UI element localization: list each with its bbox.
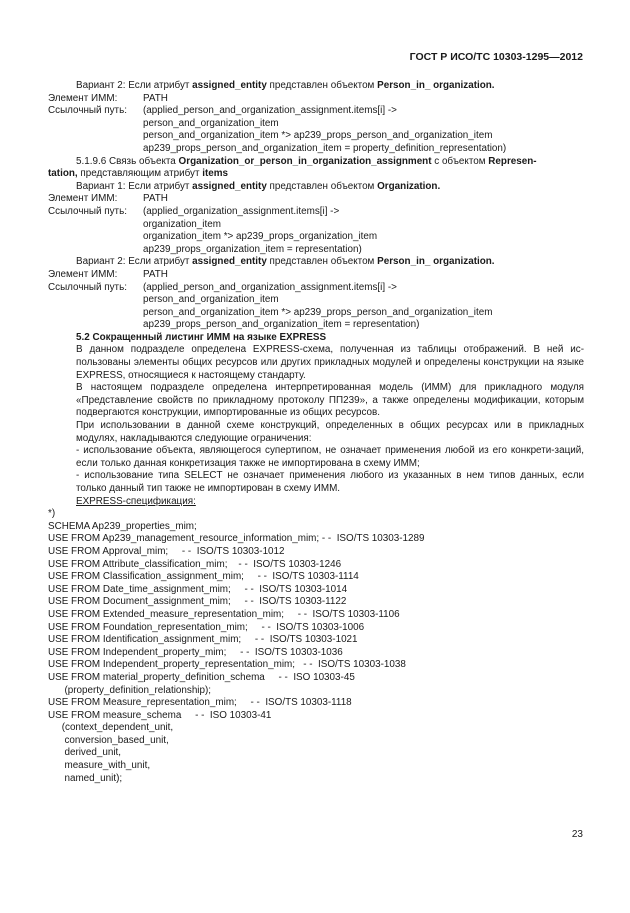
code-line: USE FROM Independent_property_mim; - - ISO/TS 10303-1036 [48, 646, 343, 658]
spec-label [48, 496, 584, 509]
path-line: ap239_props_person_and_organization_item = representation) [143, 319, 420, 331]
variant-attr: assigned_entity [192, 80, 267, 91]
code-line: USE FROM Measure_representation_mim; - - ISO/TS 10303-1118 [48, 697, 352, 709]
variant-text: представлен объектом [266, 180, 378, 192]
elem-value: PATH [143, 92, 168, 104]
code-line: derived_unit, [48, 747, 122, 759]
spec-label-text: EXPRESS-спецификация: [76, 495, 196, 507]
code-line: USE FROM Attribute_classification_mim; - - ISO/TS 10303-1246 [48, 558, 342, 570]
section-entity: Represen- [488, 155, 537, 167]
path-line: ap239_props_organization_item = representation) [143, 243, 362, 255]
elem-row [48, 93, 584, 106]
path-label: Ссылочный путь: [48, 105, 127, 117]
code-line: USE FROM Foundation_representation_mim; - - ISO/TS 10303-1006 [48, 621, 365, 633]
code-line: USE FROM Independent_property_representation_mim; - - ISO/TS 10303-1038 [48, 659, 406, 671]
code-line: USE FROM Extended_measure_representation_mim; - - ISO/TS 10303-1106 [48, 608, 400, 620]
bullet-item: - использование объекта, являющегося супертипом, не означает применения любой из его конкрети-заций, если только данная конкретизация также не импортирована в схему ИММ; [76, 445, 584, 469]
variant-line [48, 256, 584, 269]
path-line: person_and_organization_item [143, 294, 279, 306]
code-line: named_unit); [48, 772, 123, 784]
section-5196-line1 [48, 156, 584, 169]
code-line: conversion_based_unit, [48, 734, 169, 746]
code-line: USE FROM Document_assignment_mim; - - ISO/TS 10303-1122 [48, 596, 347, 608]
path-line: organization_item [143, 218, 221, 230]
page-header: ГОСТ Р ИСО/ТС 10303-1295—2012 [409, 51, 583, 63]
elem-label: Элемент ИММ: [48, 193, 118, 205]
variant-line [48, 80, 584, 93]
code-line: (property_definition_relationship); [48, 684, 212, 696]
code-line: USE FROM Identification_assignment_mim; - - ISO/TS 10303-1021 [48, 634, 358, 646]
section-number: 5.1.9.6 Связь объекта [76, 155, 179, 167]
path-line: (applied_organization_assignment.items[i] -> [143, 205, 340, 217]
path-line: person_and_organization_item *> ap239_props_person_and_organization_item [143, 130, 493, 142]
path-line: (applied_person_and_organization_assignment.items[i] -> [143, 105, 397, 117]
path-row [48, 206, 584, 219]
elem-row [48, 193, 584, 206]
path-line: person_and_organization_item *> ap239_props_person_and_organization_item [143, 306, 493, 318]
section-entity: tation, [48, 168, 78, 180]
variant-attr: assigned_entity [192, 256, 267, 268]
path-line: (applied_person_and_organization_assignment.items[i] -> [143, 281, 397, 293]
code-line: SCHEMA Ap239_properties_mim; [48, 520, 197, 532]
variant-text: Вариант 1: Если атрибут [76, 180, 193, 192]
express-code [48, 508, 584, 785]
section-attr: items [202, 168, 229, 180]
elem-value: PATH [143, 268, 168, 280]
elem-row [48, 269, 584, 282]
section-5196-line2 [48, 168, 584, 181]
paragraph: При использовании в данной схеме конструкций, определенных в общих ресурсах или в прикладных модулях, накладываются следующие ограничения: [76, 420, 584, 444]
variant-text: представлен объектом [266, 256, 378, 268]
elem-label: Элемент ИММ: [48, 92, 118, 104]
code-line: (context_dependent_unit, [48, 722, 174, 734]
code-line: USE FROM Classification_assignment_mim; - - ISO/TS 10303-1114 [48, 571, 359, 583]
variant-line [48, 181, 584, 194]
bullet-item: - использование типа SELECT не означает применения любого из указанных в нем типов данных, если только данный тип также не импортирован в схему ИММ. [76, 470, 584, 494]
path-line: ap239_props_person_and_organization_item = property_definition_representation) [143, 142, 507, 154]
variant-entity: Person_in_ organization. [377, 80, 495, 91]
variant-entity: Organization. [377, 180, 441, 192]
code-line: USE FROM Date_time_assignment_mim; - - ISO/TS 10303-1014 [48, 583, 348, 595]
paragraph: В настоящем подразделе определена интерпретированная модель (ИММ) для прикладного модуля «Представление свойств по прикладному протоколу ПП239», а также определены модификации, которым подвергаются конструкции, импортированные из общих ресурсов. [76, 382, 584, 419]
path-line: organization_item *> ap239_props_organization_item [143, 231, 378, 243]
variant-entity: Person_in_ organization. [377, 256, 495, 268]
section-heading: 5.2 Сокращенный листинг ИММ на языке EXPRESS [76, 331, 327, 343]
code-line: USE FROM Approval_mim; - - ISO/TS 10303-1012 [48, 545, 285, 557]
variant-attr: assigned_entity [192, 180, 267, 192]
variant-text: представлен объектом [266, 80, 378, 91]
paragraph: В данном подразделе определена EXPRESS-схема, полученная из таблицы отображений. В ней ис-пользованы элементы общих ресурсов или других прикладных модулей и определены конструкции на языке EXPRESS, относящиеся к настоящему стандарту. [76, 344, 584, 381]
path-label: Ссылочный путь: [48, 205, 127, 217]
variant-text: Вариант 2: Если атрибут [76, 256, 193, 268]
section-entity: Organization_or_person_in_organization_assignment [178, 155, 432, 167]
page-number: 23 [571, 829, 583, 840]
section-text: с объектом [431, 155, 489, 167]
code-line: *) [48, 508, 56, 520]
path-line: person_and_organization_item [143, 117, 279, 129]
page-body [48, 80, 584, 785]
elem-value: PATH [143, 193, 168, 205]
code-line: measure_with_unit, [48, 760, 151, 772]
path-row [48, 105, 584, 118]
code-line: USE FROM material_property_definition_schema - - ISO 10303-45 [48, 671, 355, 683]
path-label: Ссылочный путь: [48, 281, 127, 293]
path-row [48, 282, 584, 295]
code-line: USE FROM measure_schema - - ISO 10303-41 [48, 709, 272, 721]
code-line: USE FROM Ap239_management_resource_information_mim; - - ISO/TS 10303-1289 [48, 533, 425, 545]
elem-label: Элемент ИММ: [48, 268, 118, 280]
section-text: представляющим атрибут [77, 168, 203, 180]
variant-text: Вариант 2: Если атрибут [76, 80, 193, 91]
